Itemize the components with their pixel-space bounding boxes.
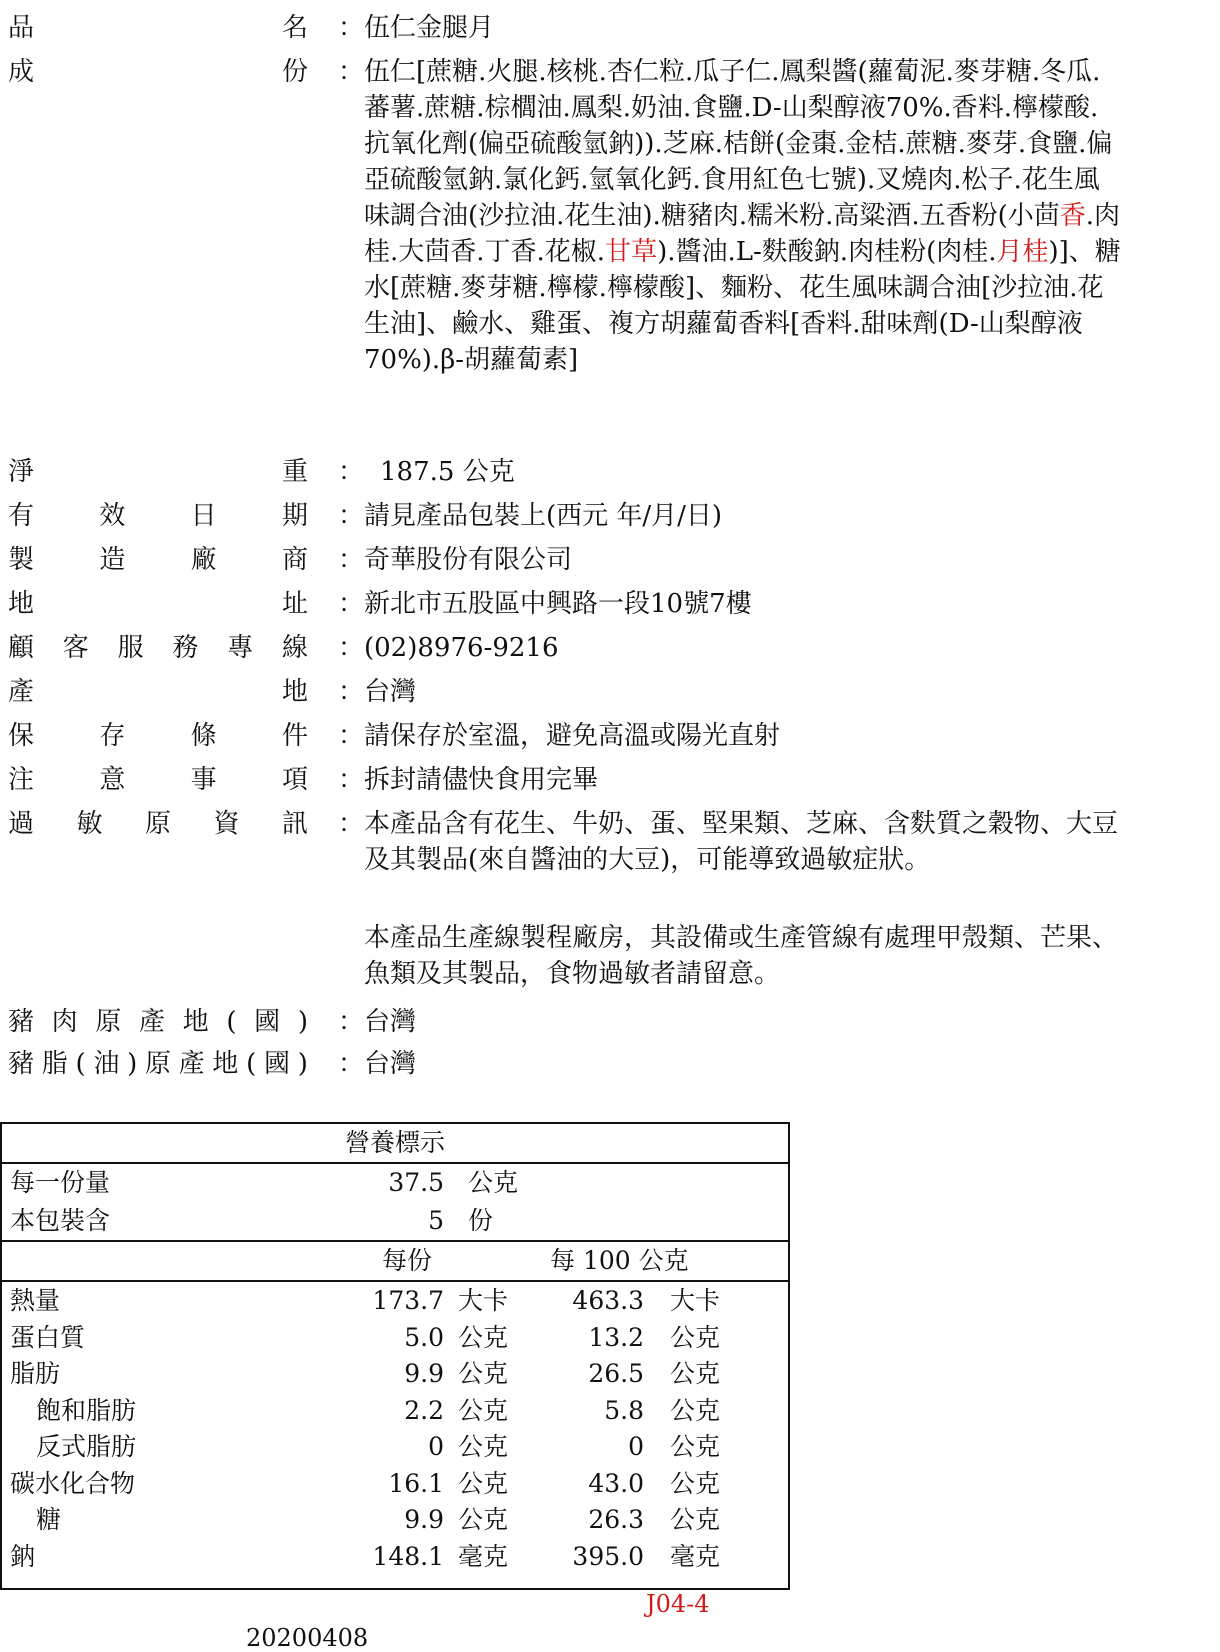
serving-size-value: 37.5 [388,1168,444,1197]
col-per-serving: 每份 [382,1246,433,1275]
per-serving-value: 173.7 [372,1286,444,1315]
per-serving-value: 2.2 [404,1395,444,1425]
servings-value: 5 [428,1206,444,1235]
ingredient-text: ).醬油.L-麩酸鈉.肉桂粉(肉桂. [657,237,997,267]
field-label: 保 存 條 件 [8,721,308,751]
servings-unit: 份 [468,1206,494,1235]
serving-size-label: 每一份量 [10,1168,111,1197]
field-value: 請保存於室溫，避免高溫或陽光直射 [364,721,781,751]
per-serving-unit: 大卡 [458,1286,509,1315]
column-header-row [2,1242,788,1280]
nutrient-name: 碳水化合物 [10,1468,136,1498]
per-serving-unit: 公克 [458,1505,509,1534]
serving-size-unit: 公克 [468,1168,519,1197]
field-label: 品 名 [8,13,308,43]
ingredient-text: )]、糖水[蔗糖.麥芽糖.檸檬.檸檬酸]、麵粉、花生風味調合油[沙拉油.花生油]、鹼水、雞蛋、複方胡蘿蔔香料[香料.甜味劑(D-山梨醇液70%).β-胡蘿蔔素] [364,237,1121,375]
per-serving-value: 5.0 [404,1322,444,1352]
per-serving-value: 9.9 [404,1359,444,1388]
field-value: 拆封請儘快食用完畢 [364,765,599,795]
nutrient-name: 鈉 [10,1541,36,1571]
ingredient-text: .肉桂.大茴香.丁香.花椒. [364,201,1121,267]
nutrient-name: 脂肪 [10,1359,61,1388]
field-label: 成 份 [8,57,308,87]
per-100g-unit: 公克 [670,1505,721,1534]
ingredient-highlight: 香 [1059,201,1086,231]
field-value: 伍仁金腿月 [364,13,495,43]
field-label: 豬 肉 原 產 地 ( 國 ) [8,1007,308,1037]
per-serving-value: 16.1 [388,1468,444,1498]
field-label: 製 造 廠 商 [8,545,308,575]
field-value: 台灣 [364,1007,417,1037]
field-label: 淨 重 [8,457,308,487]
field-value: 台灣 [364,677,417,707]
field-value: 台灣 [364,1049,417,1079]
col-per-100g: 每 100 公克 [550,1246,689,1275]
ingredients-text [364,54,1124,378]
nutrient-row [2,1392,788,1430]
per-serving-unit: 公克 [458,1395,509,1425]
per-serving-unit: 公克 [458,1322,509,1352]
per-100g-value: 5.8 [604,1395,644,1425]
per-serving-value: 0 [428,1432,444,1461]
nutrient-name: 飽和脂肪 [36,1395,137,1425]
per-100g-unit: 大卡 [670,1286,721,1315]
nutrition-table [0,1122,790,1590]
field-value: 奇華股份有限公司 [364,545,573,575]
field-label: 有 效 日 期 [8,501,308,531]
ingredient-highlight: 甘草 [605,237,658,267]
ingredient-highlight: 月桂 [996,237,1049,267]
nutrient-name: 熱量 [10,1286,61,1315]
field-label: 注 意 事 項 [8,765,308,795]
field-label: 地 址 [8,589,308,619]
servings-label: 本包裝含 [10,1206,111,1235]
nutrient-row [2,1319,788,1357]
nutrient-row [2,1428,788,1466]
per-100g-value: 26.3 [588,1505,644,1534]
field-label: 豬 脂 ( 油 ) 原 產 地 ( 國 ) [8,1049,308,1079]
per-100g-value: 43.0 [588,1468,644,1498]
per-100g-value: 395.0 [572,1541,644,1571]
per-100g-unit: 公克 [670,1322,721,1352]
nutrition-title-row [2,1124,788,1162]
per-100g-value: 463.3 [572,1286,644,1315]
nutrient-row [2,1465,788,1503]
nutrient-row [2,1355,788,1393]
field-value: 187.5 公克 [380,457,515,487]
per-100g-value: 26.5 [588,1359,644,1388]
field-value: 本產品含有花生、牛奶、蛋、堅果類、芝麻、含麩質之穀物、大豆及其製品(來自醬油的大豆)，可能導致過敏症狀。 [364,809,1119,875]
nutrient-name: 反式脂肪 [36,1432,137,1461]
field-label: 顧 客 服 務 專 線 [8,633,308,663]
per-100g-unit: 公克 [670,1432,721,1461]
per-serving-unit: 毫克 [458,1541,509,1571]
nutrient-row [2,1501,788,1539]
per-serving-unit: 公克 [458,1468,509,1498]
per-serving-unit: 公克 [458,1359,509,1388]
nutrient-row [2,1282,788,1320]
product-code: J04-4 [646,1590,710,1618]
per-100g-unit: 公克 [670,1395,721,1425]
per-100g-unit: 公克 [670,1359,721,1388]
ingredient-text: 伍仁[蔗糖.火腿.核桃.杏仁粒.瓜子仁.鳳梨醬(蘿蔔泥.麥芽糖.冬瓜.蕃薯.蔗糖.棕櫚油.鳳梨.奶油.食鹽.D-山梨醇液70%.香料.檸檬酸.抗氧化劑(偏亞硫酸氫鈉)).芝麻.桔餅(金棗.金桔.蔗糖.麥芽.食鹽.偏亞硫酸氫鈉.氯化鈣.氫氧化鈣.食用紅色七號).叉燒肉.松子.花生風味調合油(沙拉油.花生油).糖豬肉.糯米粉.高粱酒.五香粉(小茴 [364,57,1113,231]
per-100g-value: 13.2 [588,1322,644,1352]
field-label: 產 地 [8,677,308,707]
per-100g-value: 0 [628,1432,644,1461]
per-100g-unit: 公克 [670,1468,721,1498]
per-serving-value: 148.1 [372,1541,444,1571]
per-100g-unit: 毫克 [670,1541,721,1571]
allergen-extra-note: 本產品生產線製程廠房，其設備或生產管線有處理甲殼類、芒果、魚類及其製品，食物過敏者請留意。 [364,923,1119,989]
nutrient-row [2,1538,788,1576]
print-date: 20200408 [246,1624,369,1652]
field-label: 過 敏 原 資 訊 [8,809,308,839]
per-serving-unit: 公克 [458,1432,509,1461]
per-serving-value: 9.9 [404,1505,444,1534]
serving-size-row [2,1164,788,1202]
nutrition-title: 營養標示 [344,1128,445,1157]
field-value: (02)8976-9216 [364,633,559,663]
nutrient-name: 蛋白質 [10,1322,86,1352]
servings-row [2,1202,788,1240]
nutrient-name: 糖 [36,1505,62,1534]
field-value: 新北市五股區中興路一段10號7樓 [364,589,752,619]
field-value: 請見產品包裝上(西元 年/月/日) [364,501,723,531]
